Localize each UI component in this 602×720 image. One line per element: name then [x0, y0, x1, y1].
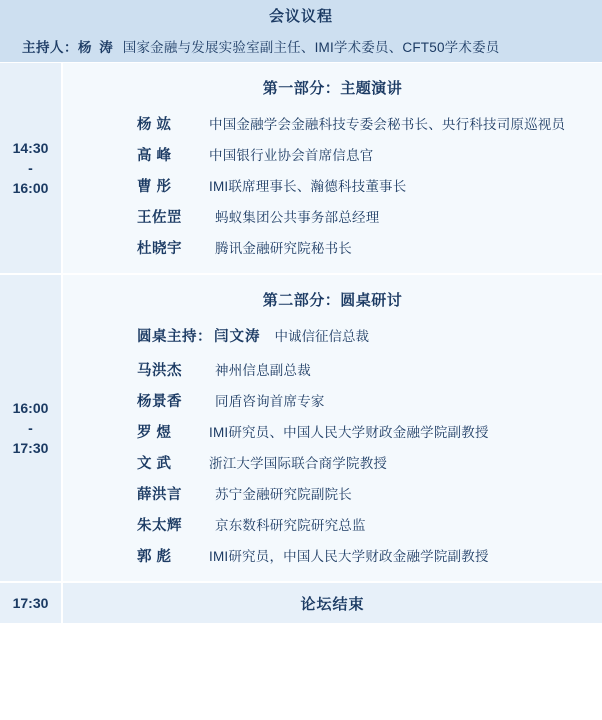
speaker-title: 同盾咨询首席专家	[215, 394, 325, 409]
moderator-label: 圆桌主持：	[137, 329, 212, 345]
moderator-title: 中诚信征信总裁	[274, 329, 369, 344]
speaker-title: IMI研究员，中国人民大学财政金融学院副教授	[209, 549, 489, 564]
session-1-time-end: 16:00	[12, 180, 49, 196]
speaker-title: 腾讯金融研究院秘书长	[215, 241, 352, 256]
roundtable-moderator	[63, 320, 602, 354]
speaker-title: IMI联席理事长、瀚德科技董事长	[209, 179, 407, 194]
list-item	[63, 478, 602, 509]
host-description: 国家金融与发展实验室副主任、IMI学术委员、CFT50学术委员	[122, 40, 500, 55]
session-1-time-start: 14:30	[12, 140, 49, 156]
moderator-name: 闫文涛	[214, 329, 261, 345]
list-item	[63, 232, 602, 263]
page-title: 会议议程	[0, 0, 602, 30]
speaker-name: 郭 彪	[137, 549, 172, 565]
session-2-content	[62, 274, 602, 582]
session-1-content	[62, 63, 602, 275]
speaker-name: 王佐罡	[137, 210, 182, 226]
list-item	[63, 509, 602, 540]
speaker-name: 杨景香	[137, 394, 182, 410]
speaker-name: 马洪杰	[137, 363, 182, 379]
list-item	[63, 170, 602, 201]
speaker-title: 浙江大学国际联合商学院教授	[209, 456, 388, 471]
session-2-time	[0, 274, 62, 582]
session-1-time-dash: -	[28, 160, 33, 176]
host-label: 主持人：	[22, 40, 78, 55]
session-row-2	[0, 274, 602, 582]
speaker-title: 京东数科研究院研究总监	[215, 518, 366, 533]
session-2-time-start: 16:00	[12, 400, 49, 416]
host-name: 杨 涛	[78, 40, 115, 55]
speaker-name: 文 武	[137, 456, 172, 472]
session-2-title: 第二部分：圆桌研讨	[262, 292, 403, 309]
list-item	[63, 447, 602, 478]
host-cell	[0, 30, 602, 63]
host-row	[0, 30, 602, 63]
list-item	[63, 139, 602, 170]
speaker-title: 中国银行业协会首席信息官	[209, 148, 374, 163]
speaker-title: 神州信息副总裁	[215, 363, 311, 378]
closing-row	[0, 582, 602, 623]
speaker-title: 中国金融学会金融科技专委会秘书长、央行科技司原巡视员	[209, 117, 566, 132]
speaker-name: 罗 煜	[137, 425, 172, 441]
speaker-title: 苏宁金融研究院副院长	[215, 487, 352, 502]
list-item	[63, 385, 602, 416]
session-1-title: 第一部分：主题演讲	[262, 80, 403, 97]
session-1-time	[0, 63, 62, 275]
speaker-name: 朱太辉	[137, 518, 182, 534]
closing-label: 论坛结束	[62, 582, 602, 623]
session-row-1	[0, 63, 602, 275]
session-2-time-end: 17:30	[12, 440, 49, 456]
speaker-name: 高 峰	[137, 148, 172, 164]
list-item	[63, 540, 602, 571]
list-item	[63, 201, 602, 232]
closing-time: 17:30	[0, 582, 62, 623]
list-item	[63, 416, 602, 447]
list-item	[63, 354, 602, 385]
session-2-time-dash: -	[28, 420, 33, 436]
speaker-name: 杜晓宇	[137, 241, 182, 257]
speaker-title: 蚂蚁集团公共事务部总经理	[215, 210, 380, 225]
speaker-name: 杨 竑	[137, 117, 172, 133]
list-item	[63, 108, 602, 139]
agenda-title-row	[0, 0, 602, 30]
speaker-name: 薛洪言	[137, 487, 182, 503]
speaker-title: IMI研究员、中国人民大学财政金融学院副教授	[209, 425, 489, 440]
speaker-name: 曹 彤	[137, 179, 172, 195]
